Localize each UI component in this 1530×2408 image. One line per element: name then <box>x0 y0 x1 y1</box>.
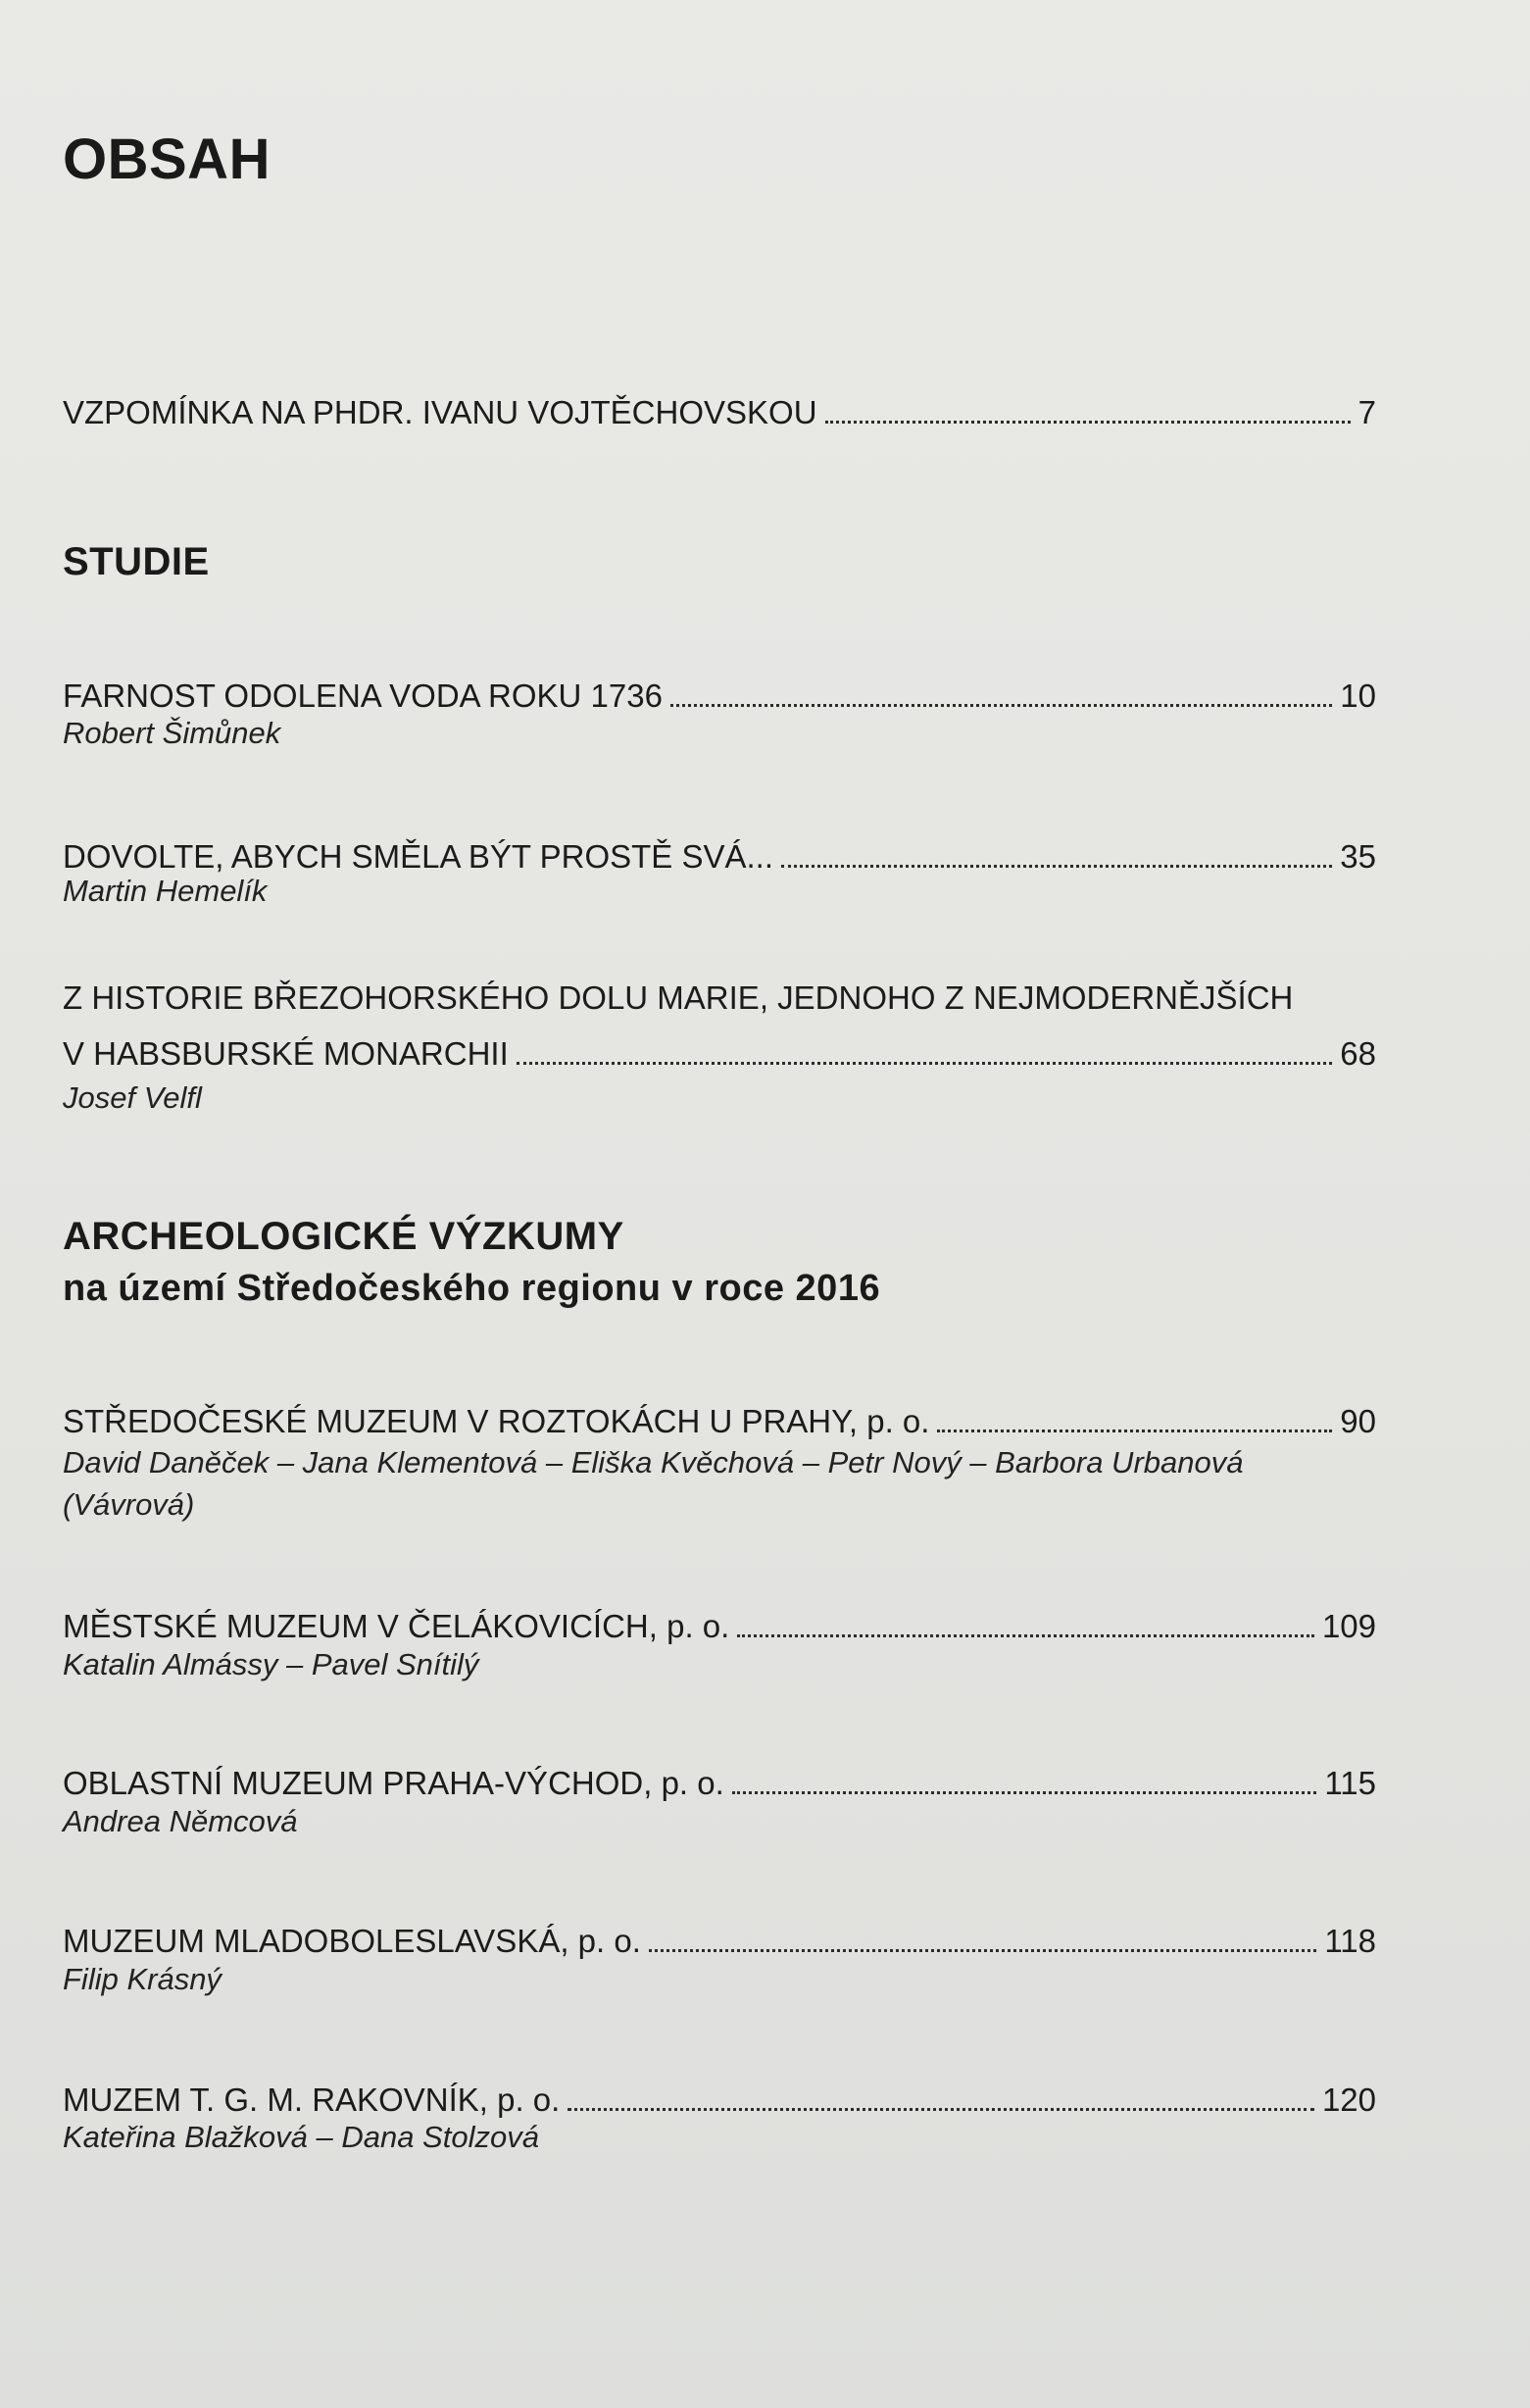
section-heading-archeo: ARCHEOLOGICKÉ VÝZKUMY <box>63 1215 624 1258</box>
entry-page: 90 <box>1340 1403 1376 1439</box>
entry-title: OBLASTNÍ MUZEUM PRAHA-VÝCHOD, p. o. <box>63 1765 724 1801</box>
dot-leader <box>517 1023 1333 1065</box>
entry-page: 35 <box>1340 838 1376 875</box>
entry-authors: Martin Hemelík <box>63 874 268 908</box>
entry-authors: Kateřina Blažková – Dana Stolzová <box>63 2120 539 2154</box>
entry-title: VZPOMÍNKA NA PHDR. IVANU VOJTĚCHOVSKOU <box>63 394 817 430</box>
dot-leader <box>670 665 1332 707</box>
entry-title: MĚSTSKÉ MUZEUM V ČELÁKOVICÍCH, p. o. <box>63 1608 730 1644</box>
toc-entry-intro[interactable] <box>63 381 1376 432</box>
entry-authors: Josef Velfl <box>63 1080 202 1115</box>
entry-page: 10 <box>1340 677 1376 714</box>
dot-leader <box>781 826 1332 868</box>
entry-authors: Robert Šimůnek <box>63 716 281 750</box>
entry-authors: Katalin Almássy – Pavel Snítilý <box>63 1647 479 1681</box>
entry-page: 109 <box>1321 1608 1376 1644</box>
section-subheading-archeo: na území Středočeského regionu v roce 2016 <box>63 1268 881 1309</box>
toc-entry[interactable] <box>63 2069 1376 2120</box>
entry-title-line1[interactable]: Z HISTORIE BŘEZOHORSKÉHO DOLU MARIE, JEDNOHO Z NEJMODERNĚJŠÍCH <box>63 979 1294 1016</box>
toc-entry[interactable] <box>63 1390 1376 1441</box>
toc-entry[interactable] <box>63 665 1376 716</box>
dot-leader <box>737 1595 1314 1637</box>
entry-title: FARNOST ODOLENA VODA ROKU 1736 <box>63 677 663 714</box>
entry-page: 68 <box>1340 1035 1376 1072</box>
dot-leader <box>937 1390 1332 1432</box>
entry-authors: Filip Krásný <box>63 1962 222 1996</box>
toc-entry[interactable] <box>63 826 1376 877</box>
entry-page: 115 <box>1324 1765 1376 1801</box>
entry-page: 120 <box>1321 2082 1376 2118</box>
entry-title: MUZEUM MLADOBOLESLAVSKÁ, p. o. <box>63 1923 641 1959</box>
dot-leader <box>568 2069 1314 2111</box>
entry-title: MUZEM T. G. M. RAKOVNÍK, p. o. <box>63 2082 561 2118</box>
toc-entry[interactable] <box>63 1595 1376 1646</box>
toc-entry[interactable] <box>63 1023 1376 1074</box>
dot-leader <box>732 1752 1317 1794</box>
section-heading-studie: STUDIE <box>63 540 210 583</box>
entry-page: 118 <box>1324 1923 1376 1959</box>
entry-title-line2: V HABSBURSKÉ MONARCHII <box>63 1035 509 1072</box>
toc-entry[interactable] <box>63 1910 1376 1961</box>
entry-page: 7 <box>1357 394 1376 430</box>
toc-entry[interactable] <box>63 1752 1376 1803</box>
entry-authors: David Daněček – Jana Klementová – Eliška Kvěchová – Petr Nový – Barbora Urbanová <box>63 1445 1244 1480</box>
dot-leader <box>825 381 1351 424</box>
dot-leader <box>649 1910 1316 1952</box>
entry-title: STŘEDOČESKÉ MUZEUM V ROZTOKÁCH U PRAHY, p. o. <box>63 1403 930 1439</box>
entry-authors-line2: (Vávrová) <box>63 1487 195 1522</box>
page-title: OBSAH <box>63 127 271 191</box>
entry-title: DOVOLTE, ABYCH SMĚLA BÝT PROSTĚ SVÁ... <box>63 838 774 875</box>
entry-authors: Andrea Němcová <box>63 1804 298 1838</box>
